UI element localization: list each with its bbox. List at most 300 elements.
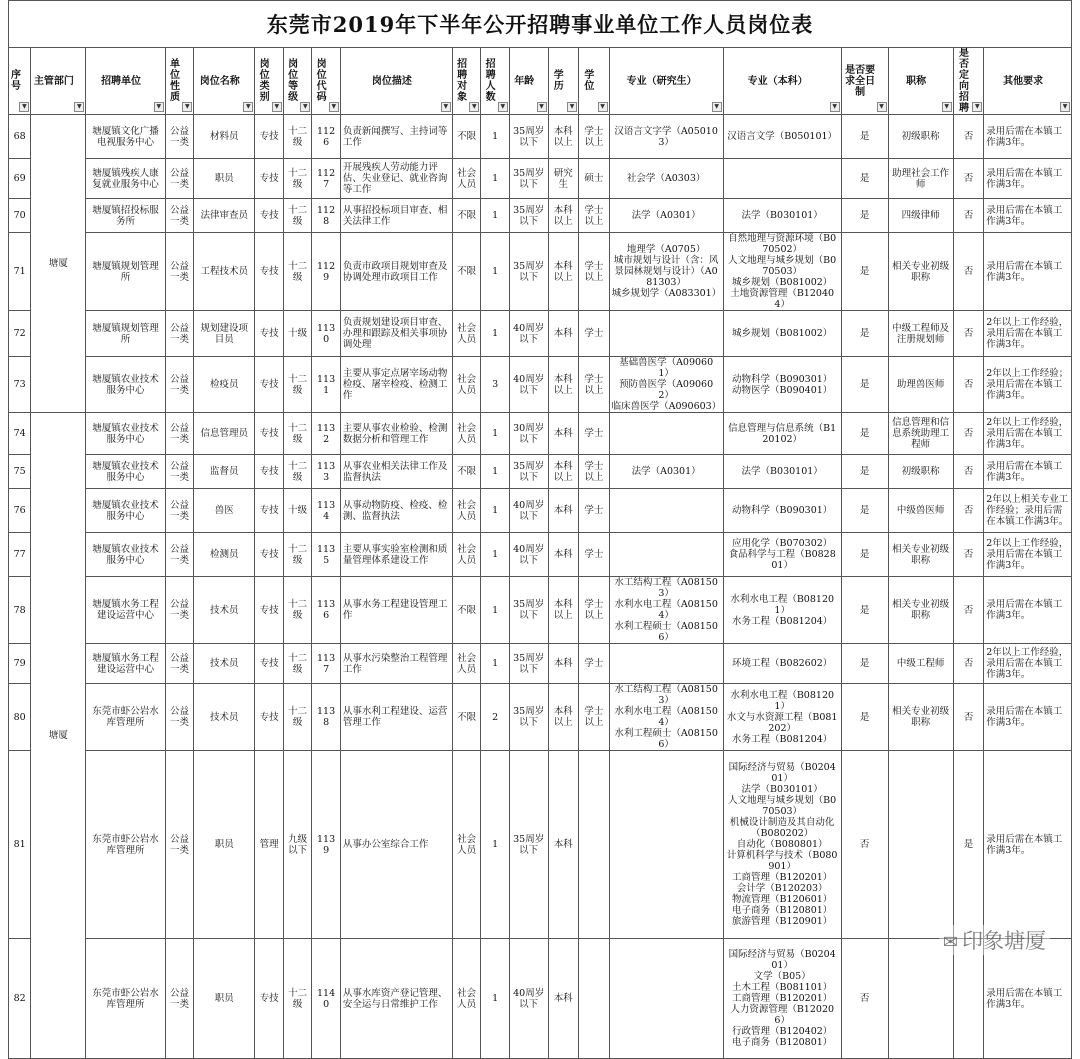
cell-level: 十二级 bbox=[283, 577, 312, 644]
cell-desc: 从事水务工程建设管理工作 bbox=[340, 577, 452, 644]
cell-no: 75 bbox=[9, 455, 31, 489]
cell-age: 40周岁以下 bbox=[509, 939, 548, 1059]
cell-nature: 公益一类 bbox=[165, 939, 194, 1059]
cell-other: 录用后需在本镇工作满3年。 bbox=[984, 751, 1072, 939]
cell-edu: 本科以上 bbox=[548, 357, 579, 413]
cell-nature: 公益一类 bbox=[165, 233, 194, 311]
filter-dropdown-icon[interactable]: ▼ bbox=[1060, 102, 1070, 112]
cell-type: 专技 bbox=[255, 644, 284, 684]
cell-full: 是 bbox=[841, 644, 888, 684]
cell-code: 1127 bbox=[312, 159, 341, 199]
cell-full: 是 bbox=[841, 233, 888, 311]
cell-code: 1128 bbox=[312, 199, 341, 233]
cell-title: 信息管理和信息系统助理工程师 bbox=[888, 413, 953, 455]
cell-nature: 公益一类 bbox=[165, 199, 194, 233]
table-row bbox=[9, 577, 1072, 644]
cell-post: 检测员 bbox=[194, 533, 255, 577]
cell-ug: 环境工程（B082602） bbox=[723, 644, 841, 684]
cell-desc: 从事水库资产登记管理、安全运与日常维护工作 bbox=[340, 939, 452, 1059]
column-header-label: 岗位等级 bbox=[288, 59, 299, 103]
cell-deg bbox=[579, 751, 610, 939]
column-header bbox=[888, 48, 953, 115]
cell-ug: 法学（B030101） bbox=[723, 455, 841, 489]
cell-num: 1 bbox=[481, 489, 510, 533]
cell-num: 1 bbox=[481, 644, 510, 684]
cell-title: 初级职称 bbox=[888, 115, 953, 159]
cell-target: 不限 bbox=[452, 577, 481, 644]
filter-dropdown-icon[interactable]: ▼ bbox=[19, 102, 29, 112]
cell-target: 社会人员 bbox=[452, 939, 481, 1059]
cell-type: 专技 bbox=[255, 311, 284, 357]
table-row bbox=[9, 159, 1072, 199]
cell-desc: 主要从事实验室检测和质量管理体系建设工作 bbox=[340, 533, 452, 577]
table-row bbox=[9, 311, 1072, 357]
cell-unit: 塘厦镇规划管理所 bbox=[86, 311, 165, 357]
cell-grad: 地理学（A0705） 城市规划与设计（含：风景园林规划与设计）（A081303） 城乡规划学（A083301） bbox=[609, 233, 723, 311]
cell-age: 40周岁以下 bbox=[509, 311, 548, 357]
cell-level: 十二级 bbox=[283, 115, 312, 159]
cell-title: 相关专业初级职称 bbox=[888, 577, 953, 644]
cell-full: 是 bbox=[841, 115, 888, 159]
cell-deg: 学士以上 bbox=[579, 357, 610, 413]
cell-target: 社会人员 bbox=[452, 751, 481, 939]
cell-num: 1 bbox=[481, 577, 510, 644]
cell-code: 1135 bbox=[312, 533, 341, 577]
cell-target: 社会人员 bbox=[452, 644, 481, 684]
cell-post: 规划建设项目员 bbox=[194, 311, 255, 357]
filter-dropdown-icon[interactable]: ▼ bbox=[972, 102, 982, 112]
cell-title: 相关专业初级职称 bbox=[888, 684, 953, 751]
cell-title: 中级兽医师 bbox=[888, 489, 953, 533]
table-row bbox=[9, 233, 1072, 311]
column-header-label: 是否定向招聘 bbox=[958, 48, 969, 114]
cell-full: 是 bbox=[841, 489, 888, 533]
filter-dropdown-icon[interactable]: ▼ bbox=[243, 102, 253, 112]
cell-unit: 东莞市虾公岩水库管理所 bbox=[86, 751, 165, 939]
cell-type: 专技 bbox=[255, 199, 284, 233]
cell-directed: 否 bbox=[953, 577, 984, 644]
cell-edu: 本科以上 bbox=[548, 577, 579, 644]
cell-other: 录用后需在本镇工作满3年。 bbox=[984, 684, 1072, 751]
cell-ug: 汉语言文学（B050101） bbox=[723, 115, 841, 159]
column-header bbox=[194, 48, 255, 115]
cell-target: 不限 bbox=[452, 233, 481, 311]
cell-title: 相关专业初级职称 bbox=[888, 233, 953, 311]
cell-deg: 学士以上 bbox=[579, 577, 610, 644]
cell-other: 2年以上相关专业工作经验；录用后需在本镇工作满3年。 bbox=[984, 489, 1072, 533]
cell-title: 助理社会工作师 bbox=[888, 159, 953, 199]
cell-title: 相关专业初级职称 bbox=[888, 533, 953, 577]
cell-level: 十二级 bbox=[283, 533, 312, 577]
column-header-label: 招聘单位 bbox=[101, 75, 142, 87]
filter-dropdown-icon[interactable]: ▼ bbox=[329, 102, 339, 112]
cell-unit: 塘厦镇文化广播电视服务中心 bbox=[86, 115, 165, 159]
cell-deg bbox=[579, 939, 610, 1059]
cell-full: 否 bbox=[841, 939, 888, 1059]
cell-edu: 本科以上 bbox=[548, 199, 579, 233]
cell-nature: 公益一类 bbox=[165, 357, 194, 413]
cell-edu: 研究生 bbox=[548, 159, 579, 199]
column-header bbox=[340, 48, 452, 115]
cell-level: 十二级 bbox=[283, 199, 312, 233]
cell-directed: 否 bbox=[953, 489, 984, 533]
filter-dropdown-icon[interactable]: ▼ bbox=[537, 102, 547, 112]
cell-other: 2年以上工作经验；录用后需在本镇工作满3年。 bbox=[984, 357, 1072, 413]
cell-code: 1136 bbox=[312, 577, 341, 644]
cell-deg: 学士以上 bbox=[579, 199, 610, 233]
cell-type: 专技 bbox=[255, 115, 284, 159]
job-posting-sheet bbox=[8, 0, 1072, 1059]
cell-ug: 自然地理与资源环境（B070502） 人文地理与城乡规划（B070503） 城乡规划（B081002） 土地资源管理（B120404） bbox=[723, 233, 841, 311]
cell-directed: 否 bbox=[953, 455, 984, 489]
cell-grad bbox=[609, 939, 723, 1059]
cell-edu: 本科 bbox=[548, 644, 579, 684]
cell-post: 技术员 bbox=[194, 577, 255, 644]
column-header-label: 专业（本科） bbox=[747, 75, 808, 87]
cell-full: 是 bbox=[841, 684, 888, 751]
cell-grad: 法学（A0301） bbox=[609, 199, 723, 233]
cell-no: 79 bbox=[9, 644, 31, 684]
cell-directed: 是 bbox=[953, 751, 984, 939]
column-header-label: 招聘人数 bbox=[485, 59, 496, 103]
cell-type: 专技 bbox=[255, 413, 284, 455]
cell-age: 35周岁以下 bbox=[509, 115, 548, 159]
page-title: 东莞市2019年下半年公开招聘事业单位工作人员岗位表 bbox=[8, 0, 1072, 47]
column-header bbox=[9, 48, 31, 115]
cell-desc: 从事水利工程建设、运营管理工作 bbox=[340, 684, 452, 751]
cell-grad: 水工结构工程（A081503） 水利水电工程（A081504） 水利工程硕士（A081506） bbox=[609, 684, 723, 751]
cell-code: 1130 bbox=[312, 311, 341, 357]
cell-deg: 学士 bbox=[579, 311, 610, 357]
cell-level: 十二级 bbox=[283, 455, 312, 489]
cell-age: 35周岁以下 bbox=[509, 577, 548, 644]
cell-age: 30周岁以下 bbox=[509, 413, 548, 455]
cell-num: 1 bbox=[481, 311, 510, 357]
filter-dropdown-icon[interactable]: ▼ bbox=[272, 102, 282, 112]
cell-edu: 本科以上 bbox=[548, 115, 579, 159]
cell-age: 35周岁以下 bbox=[509, 684, 548, 751]
cell-no: 72 bbox=[9, 311, 31, 357]
cell-level: 九级以下 bbox=[283, 751, 312, 939]
cell-level: 十二级 bbox=[283, 159, 312, 199]
cell-title: 初级职称 bbox=[888, 455, 953, 489]
table-row bbox=[9, 939, 1072, 1059]
cell-post: 工程技术员 bbox=[194, 233, 255, 311]
cell-edu: 本科 bbox=[548, 751, 579, 939]
cell-nature: 公益一类 bbox=[165, 413, 194, 455]
column-header-label: 学历 bbox=[553, 70, 564, 92]
cell-ug: 城乡规划（B081002） bbox=[723, 311, 841, 357]
cell-level: 十二级 bbox=[283, 644, 312, 684]
cell-deg: 学士以上 bbox=[579, 684, 610, 751]
cell-full: 否 bbox=[841, 751, 888, 939]
cell-ug: 国际经济与贸易（B020401） 文学（B05） 土木工程（B081101） 工商管理（B120201） 人力资源管理（B120206） 行政管理（B120402） 电子商务（B120801） bbox=[723, 939, 841, 1059]
cell-ug: 应用化学（B070302） 食品科学与工程（B082801） bbox=[723, 533, 841, 577]
cell-target: 不限 bbox=[452, 455, 481, 489]
column-header bbox=[452, 48, 481, 115]
cell-edu: 本科以上 bbox=[548, 233, 579, 311]
table-row bbox=[9, 357, 1072, 413]
cell-grad: 基础兽医学（A090601） 预防兽医学（A090602） 临床兽医学（A090603） bbox=[609, 357, 723, 413]
cell-deg: 学士 bbox=[579, 644, 610, 684]
cell-unit: 塘厦镇农业技术服务中心 bbox=[86, 357, 165, 413]
cell-grad bbox=[609, 533, 723, 577]
cell-title: 中级工程师及注册规划师 bbox=[888, 311, 953, 357]
cell-desc: 负责规划建设项目审查、办理和跟踪及相关事项协调处理 bbox=[340, 311, 452, 357]
cell-type: 专技 bbox=[255, 684, 284, 751]
cell-num: 1 bbox=[481, 455, 510, 489]
cell-unit: 塘厦镇规划管理所 bbox=[86, 233, 165, 311]
cell-other: 2年以上工作经验，录用后需在本镇工作满3年。 bbox=[984, 533, 1072, 577]
cell-post: 材料员 bbox=[194, 115, 255, 159]
column-header bbox=[283, 48, 312, 115]
table-row bbox=[9, 644, 1072, 684]
cell-code: 1131 bbox=[312, 357, 341, 413]
column-header-label: 专业（研究生） bbox=[626, 75, 697, 87]
cell-grad bbox=[609, 644, 723, 684]
cell-other: 录用后需在本镇工作满3年。 bbox=[984, 233, 1072, 311]
filter-dropdown-icon[interactable]: ▼ bbox=[498, 102, 508, 112]
cell-other: 2年以上工作经验，录用后需在本镇工作满3年。 bbox=[984, 413, 1072, 455]
cell-post: 技术员 bbox=[194, 644, 255, 684]
cell-full: 是 bbox=[841, 533, 888, 577]
column-header bbox=[723, 48, 841, 115]
cell-directed: 否 bbox=[953, 644, 984, 684]
cell-num: 2 bbox=[481, 684, 510, 751]
cell-full: 是 bbox=[841, 357, 888, 413]
cell-title: 中级工程师 bbox=[888, 644, 953, 684]
cell-code: 1134 bbox=[312, 489, 341, 533]
cell-grad: 法学（A0301） bbox=[609, 455, 723, 489]
cell-desc: 从事农业相关法律工作及监督执法 bbox=[340, 455, 452, 489]
cell-unit: 东莞市虾公岩水库管理所 bbox=[86, 939, 165, 1059]
cell-post: 职员 bbox=[194, 751, 255, 939]
cell-deg: 学士以上 bbox=[579, 115, 610, 159]
cell-target: 不限 bbox=[452, 684, 481, 751]
cell-desc: 主要从事定点屠宰场动物检疫、屠宰检疫、检测工作 bbox=[340, 357, 452, 413]
cell-full: 是 bbox=[841, 159, 888, 199]
cell-deg: 学士以上 bbox=[579, 233, 610, 311]
column-header-label: 序号 bbox=[11, 70, 21, 92]
cell-other: 录用后需在本镇工作满3年。 bbox=[984, 159, 1072, 199]
column-header-label: 其他要求 bbox=[1003, 75, 1044, 87]
cell-ug: 法学（B030101） bbox=[723, 199, 841, 233]
filter-dropdown-icon[interactable]: ▼ bbox=[469, 102, 479, 112]
cell-other: 2年以上工作经验，录用后需在本镇工作满3年。 bbox=[984, 311, 1072, 357]
cell-type: 专技 bbox=[255, 159, 284, 199]
cell-num: 1 bbox=[481, 115, 510, 159]
cell-nature: 公益一类 bbox=[165, 311, 194, 357]
cell-nature: 公益一类 bbox=[165, 489, 194, 533]
filter-dropdown-icon[interactable]: ▼ bbox=[942, 102, 952, 112]
column-header-label: 岗位代码 bbox=[316, 59, 327, 103]
cell-title: 四级律师 bbox=[888, 199, 953, 233]
filter-dropdown-icon[interactable]: ▼ bbox=[877, 102, 887, 112]
column-header bbox=[609, 48, 723, 115]
cell-unit: 塘厦镇水务工程建设运营中心 bbox=[86, 644, 165, 684]
cell-grad: 社会学（A0303） bbox=[609, 159, 723, 199]
cell-title bbox=[888, 751, 953, 939]
cell-age: 40周岁以下 bbox=[509, 533, 548, 577]
cell-code: 1138 bbox=[312, 684, 341, 751]
cell-target: 社会人员 bbox=[452, 533, 481, 577]
cell-post: 职员 bbox=[194, 939, 255, 1059]
cell-num: 1 bbox=[481, 751, 510, 939]
filter-dropdown-icon[interactable]: ▼ bbox=[154, 102, 164, 112]
filter-dropdown-icon[interactable]: ▼ bbox=[830, 102, 840, 112]
cell-nature: 公益一类 bbox=[165, 644, 194, 684]
column-header bbox=[165, 48, 194, 115]
cell-other: 录用后需在本镇工作满3年。 bbox=[984, 199, 1072, 233]
cell-no: 69 bbox=[9, 159, 31, 199]
cell-type: 专技 bbox=[255, 455, 284, 489]
cell-target: 社会人员 bbox=[452, 489, 481, 533]
cell-num: 3 bbox=[481, 357, 510, 413]
filter-dropdown-icon[interactable]: ▼ bbox=[300, 102, 310, 112]
filter-dropdown-icon[interactable]: ▼ bbox=[182, 102, 192, 112]
cell-num: 1 bbox=[481, 533, 510, 577]
column-header-label: 岗位名称 bbox=[199, 75, 240, 87]
cell-title bbox=[888, 939, 953, 1059]
cell-num: 1 bbox=[481, 939, 510, 1059]
column-header-label: 年龄 bbox=[514, 75, 535, 87]
cell-unit: 东莞市虾公岩水库管理所 bbox=[86, 684, 165, 751]
cell-other: 录用后需在本镇工作满3年。 bbox=[984, 939, 1072, 1059]
cell-target: 社会人员 bbox=[452, 311, 481, 357]
cell-other: 2年以上工作经验，录用后需在本镇工作满3年。 bbox=[984, 644, 1072, 684]
cell-nature: 公益一类 bbox=[165, 455, 194, 489]
cell-grad bbox=[609, 489, 723, 533]
cell-ug: 信息管理与信息系统（B120102） bbox=[723, 413, 841, 455]
cell-full: 是 bbox=[841, 455, 888, 489]
cell-code: 1129 bbox=[312, 233, 341, 311]
cell-nature: 公益一类 bbox=[165, 115, 194, 159]
cell-post: 监督员 bbox=[194, 455, 255, 489]
cell-code: 1132 bbox=[312, 413, 341, 455]
cell-other: 录用后需在本镇工作满3年。 bbox=[984, 115, 1072, 159]
wechat-icon: ✉ bbox=[942, 932, 958, 953]
cell-target: 不限 bbox=[452, 199, 481, 233]
cell-ug: 水利水电工程（B081201） 水务工程（B081204） bbox=[723, 577, 841, 644]
cell-directed bbox=[953, 939, 984, 1059]
cell-unit: 塘厦镇残疾人康复就业服务中心 bbox=[86, 159, 165, 199]
filter-dropdown-icon[interactable]: ▼ bbox=[74, 102, 84, 112]
cell-desc: 从事动物防疫、检疫、检测、监督执法 bbox=[340, 489, 452, 533]
watermark-text: 印象塘厦 bbox=[962, 929, 1046, 953]
cell-ug: 水利水电工程（B081201） 水文与水资源工程（B081202） 水务工程（B081204） bbox=[723, 684, 841, 751]
table-row bbox=[9, 751, 1072, 939]
cell-code: 1139 bbox=[312, 751, 341, 939]
cell-age: 35周岁以下 bbox=[509, 233, 548, 311]
cell-num: 1 bbox=[481, 199, 510, 233]
filter-dropdown-icon[interactable]: ▼ bbox=[567, 102, 577, 112]
table-row bbox=[9, 684, 1072, 751]
cell-post: 兽医 bbox=[194, 489, 255, 533]
cell-unit: 塘厦镇农业技术服务中心 bbox=[86, 533, 165, 577]
cell-directed: 否 bbox=[953, 357, 984, 413]
filter-dropdown-icon[interactable]: ▼ bbox=[441, 102, 451, 112]
cell-code: 1140 bbox=[312, 939, 341, 1059]
cell-directed: 否 bbox=[953, 533, 984, 577]
cell-level: 十二级 bbox=[283, 413, 312, 455]
column-header bbox=[953, 48, 984, 115]
cell-no: 74 bbox=[9, 413, 31, 455]
cell-age: 35周岁以下 bbox=[509, 455, 548, 489]
cell-directed: 否 bbox=[953, 413, 984, 455]
watermark bbox=[939, 925, 1050, 955]
cell-target: 不限 bbox=[452, 115, 481, 159]
table-header bbox=[9, 48, 1072, 115]
cell-full: 是 bbox=[841, 199, 888, 233]
cell-nature: 公益一类 bbox=[165, 751, 194, 939]
column-header bbox=[255, 48, 284, 115]
cell-type: 专技 bbox=[255, 233, 284, 311]
cell-other: 录用后需在本镇工作满3年。 bbox=[984, 577, 1072, 644]
cell-nature: 公益一类 bbox=[165, 159, 194, 199]
cell-directed: 否 bbox=[953, 233, 984, 311]
cell-level: 十二级 bbox=[283, 233, 312, 311]
table-row bbox=[9, 413, 1072, 455]
cell-type: 专技 bbox=[255, 489, 284, 533]
cell-target: 社会人员 bbox=[452, 413, 481, 455]
filter-dropdown-icon[interactable]: ▼ bbox=[712, 102, 722, 112]
cell-level: 十二级 bbox=[283, 357, 312, 413]
column-header-label: 职称 bbox=[906, 75, 927, 87]
cell-edu: 本科 bbox=[548, 311, 579, 357]
cell-age: 35周岁以下 bbox=[509, 159, 548, 199]
cell-target: 社会人员 bbox=[452, 357, 481, 413]
cell-deg: 学士 bbox=[579, 533, 610, 577]
cell-grad: 汉语言文字学（A050103） bbox=[609, 115, 723, 159]
cell-ug bbox=[723, 159, 841, 199]
cell-post: 检疫员 bbox=[194, 357, 255, 413]
table-row bbox=[9, 115, 1072, 159]
cell-desc: 负责市政项目规划审查及协调处理市政项目工作 bbox=[340, 233, 452, 311]
cell-age: 40周岁以下 bbox=[509, 489, 548, 533]
cell-ug: 动物科学（B090301） 动物医学（B090401） bbox=[723, 357, 841, 413]
column-header-label: 单位性质 bbox=[170, 59, 181, 103]
cell-nature: 公益一类 bbox=[165, 577, 194, 644]
cell-no: 76 bbox=[9, 489, 31, 533]
cell-age: 35周岁以下 bbox=[509, 199, 548, 233]
cell-desc: 从事办公室综合工作 bbox=[340, 751, 452, 939]
cell-edu: 本科以上 bbox=[548, 455, 579, 489]
cell-type: 专技 bbox=[255, 533, 284, 577]
cell-no: 73 bbox=[9, 357, 31, 413]
cell-desc: 主要从事农业检验、检测数据分析和管理工作 bbox=[340, 413, 452, 455]
cell-grad bbox=[609, 751, 723, 939]
cell-title: 助理兽医师 bbox=[888, 357, 953, 413]
column-header bbox=[509, 48, 548, 115]
column-header-label: 学位 bbox=[584, 70, 595, 92]
cell-type: 专技 bbox=[255, 939, 284, 1059]
cell-other: 录用后需在本镇工作满3年。 bbox=[984, 455, 1072, 489]
cell-unit: 塘厦镇水务工程建设运营中心 bbox=[86, 577, 165, 644]
cell-type: 专技 bbox=[255, 357, 284, 413]
column-header-label: 岗位描述 bbox=[371, 75, 412, 87]
column-header-label: 是否要求全日制 bbox=[845, 64, 876, 98]
table-body bbox=[9, 115, 1072, 1059]
cell-level: 十二级 bbox=[283, 939, 312, 1059]
cell-code: 1126 bbox=[312, 115, 341, 159]
cell-directed: 否 bbox=[953, 115, 984, 159]
filter-dropdown-icon[interactable]: ▼ bbox=[598, 102, 608, 112]
cell-post: 职员 bbox=[194, 159, 255, 199]
cell-level: 十级 bbox=[283, 311, 312, 357]
cell-deg: 硕士 bbox=[579, 159, 610, 199]
cell-full: 是 bbox=[841, 311, 888, 357]
cell-no: 82 bbox=[9, 939, 31, 1059]
